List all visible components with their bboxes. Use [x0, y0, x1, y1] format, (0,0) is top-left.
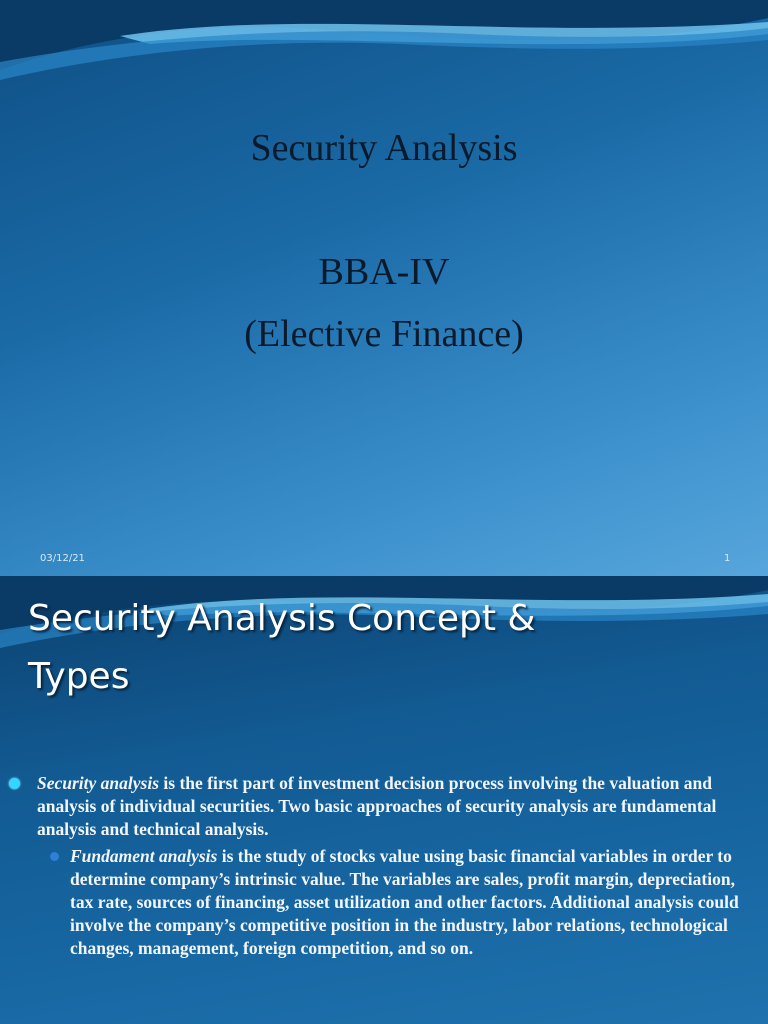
sub-bullet-dot-icon — [50, 852, 59, 861]
slide-page-number: 1 — [724, 553, 731, 564]
slide-subtitle-line2: (Elective Finance) — [244, 313, 524, 355]
bullet-item — [0, 772, 768, 841]
sub-bullet-term: Fundament analysis — [70, 846, 218, 866]
content-slide — [0, 576, 768, 1024]
slide-subtitle-line1: BBA-IV — [318, 251, 450, 293]
slide-title-line2: Types — [28, 656, 130, 697]
sub-bullet-text: is the study of stocks value using basic financial variables in order to determine company’s intrinsic value. The variables are sales, profit margin, depreciation, tax rate, sources of financing, asset utilization and other factors. Additional analysis could involve the company’s competitive position in the industry, labor relations, technological changes, management, foreign competition, and so on. — [70, 846, 739, 958]
slide-title-line1: Security Analysis Concept & — [28, 598, 536, 639]
slide-title — [28, 590, 748, 706]
bullet-text: is the first part of investment decision process involving the valuation and analysis of individual securities. Two basic approaches of security analysis are fundamental analysis and technical analysis. — [37, 773, 717, 839]
sub-bullet-item — [0, 845, 768, 960]
bullet-dot-icon — [9, 778, 20, 789]
slide-title: Security Analysis — [250, 127, 518, 169]
header-swoosh-decoration — [0, 0, 768, 120]
bullet-list — [0, 772, 768, 960]
slide-date: 03/12/21 — [40, 553, 85, 564]
bullet-term: Security analysis — [37, 773, 160, 793]
